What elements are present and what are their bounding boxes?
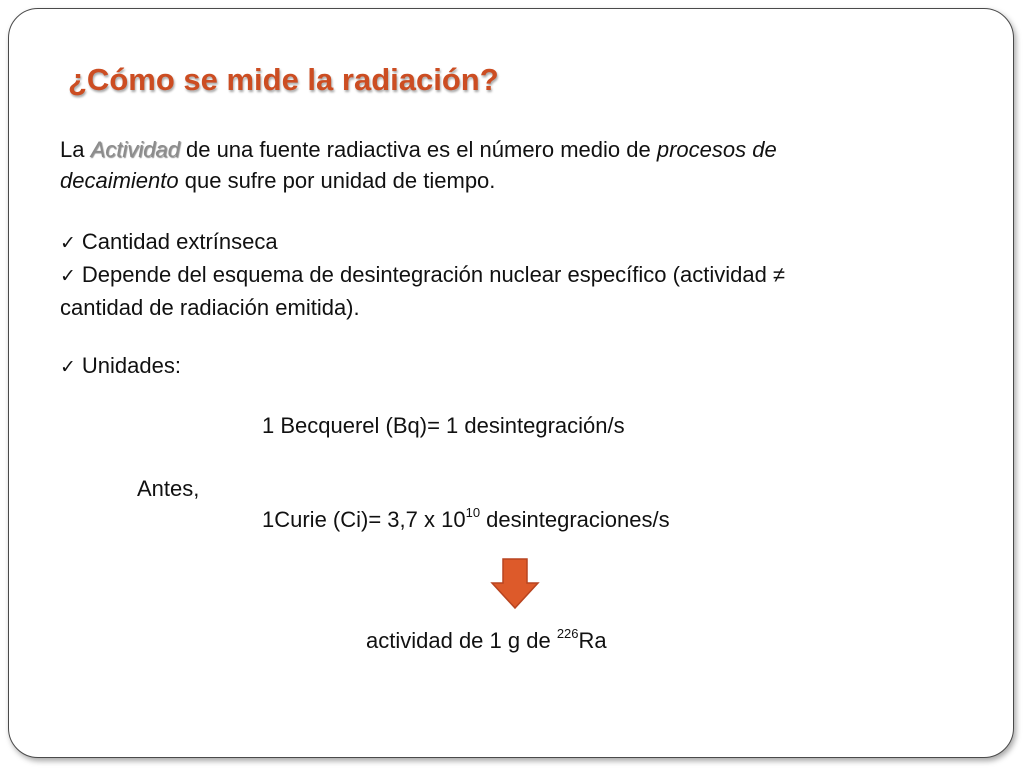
activity-term: Actividad bbox=[90, 137, 180, 162]
checkmark-icon: ✓ bbox=[60, 265, 76, 287]
bullet-label: Cantidad extrínseca bbox=[81, 229, 278, 254]
radium-activity-note bbox=[366, 625, 607, 656]
process-term: procesos de bbox=[656, 137, 777, 162]
bullet-item-decay-scheme bbox=[60, 259, 785, 292]
becquerel-definition: 1 Becquerel (Bq)= 1 desintegración/s bbox=[262, 413, 625, 438]
arrow-down-icon bbox=[490, 558, 540, 610]
intro-text-start: La bbox=[60, 137, 91, 162]
bullet-list bbox=[60, 226, 785, 323]
curie-suffix: desintegraciones/s bbox=[480, 507, 670, 532]
isotope-mass-number: 226 bbox=[556, 625, 579, 641]
curie-prefix: 1Curie (Ci)= 3,7 x 10 bbox=[262, 507, 466, 532]
checkmark-icon: ✓ bbox=[60, 232, 76, 254]
intro-paragraph bbox=[60, 134, 777, 196]
bullet-item-units bbox=[60, 350, 181, 383]
slide-title: ¿Cómo se mide la radiación? bbox=[68, 62, 499, 97]
bullet-label: Depende del esquema de desintegración nuclear específico (actividad ≠ bbox=[81, 262, 785, 287]
curie-definition bbox=[262, 504, 670, 535]
checkmark-icon: ✓ bbox=[60, 356, 76, 378]
bullet-label: Unidades: bbox=[81, 353, 181, 378]
bullet-item-continuation: cantidad de radiación emitida). bbox=[60, 295, 360, 320]
antes-label: Antes, bbox=[137, 476, 200, 501]
intro-line-2 bbox=[60, 165, 777, 196]
decay-term: decaimiento bbox=[60, 168, 179, 193]
intro-line-1 bbox=[60, 134, 777, 165]
intro-text-end: que sufre por unidad de tiempo. bbox=[178, 168, 496, 193]
curie-exponent: 10 bbox=[465, 504, 481, 520]
result-prefix: actividad de 1 g de bbox=[366, 628, 557, 653]
element-symbol: Ra bbox=[578, 628, 607, 653]
intro-text-middle: de una fuente radiactiva es el número medio de bbox=[179, 137, 657, 162]
bullet-item-extrinsic bbox=[60, 226, 785, 259]
